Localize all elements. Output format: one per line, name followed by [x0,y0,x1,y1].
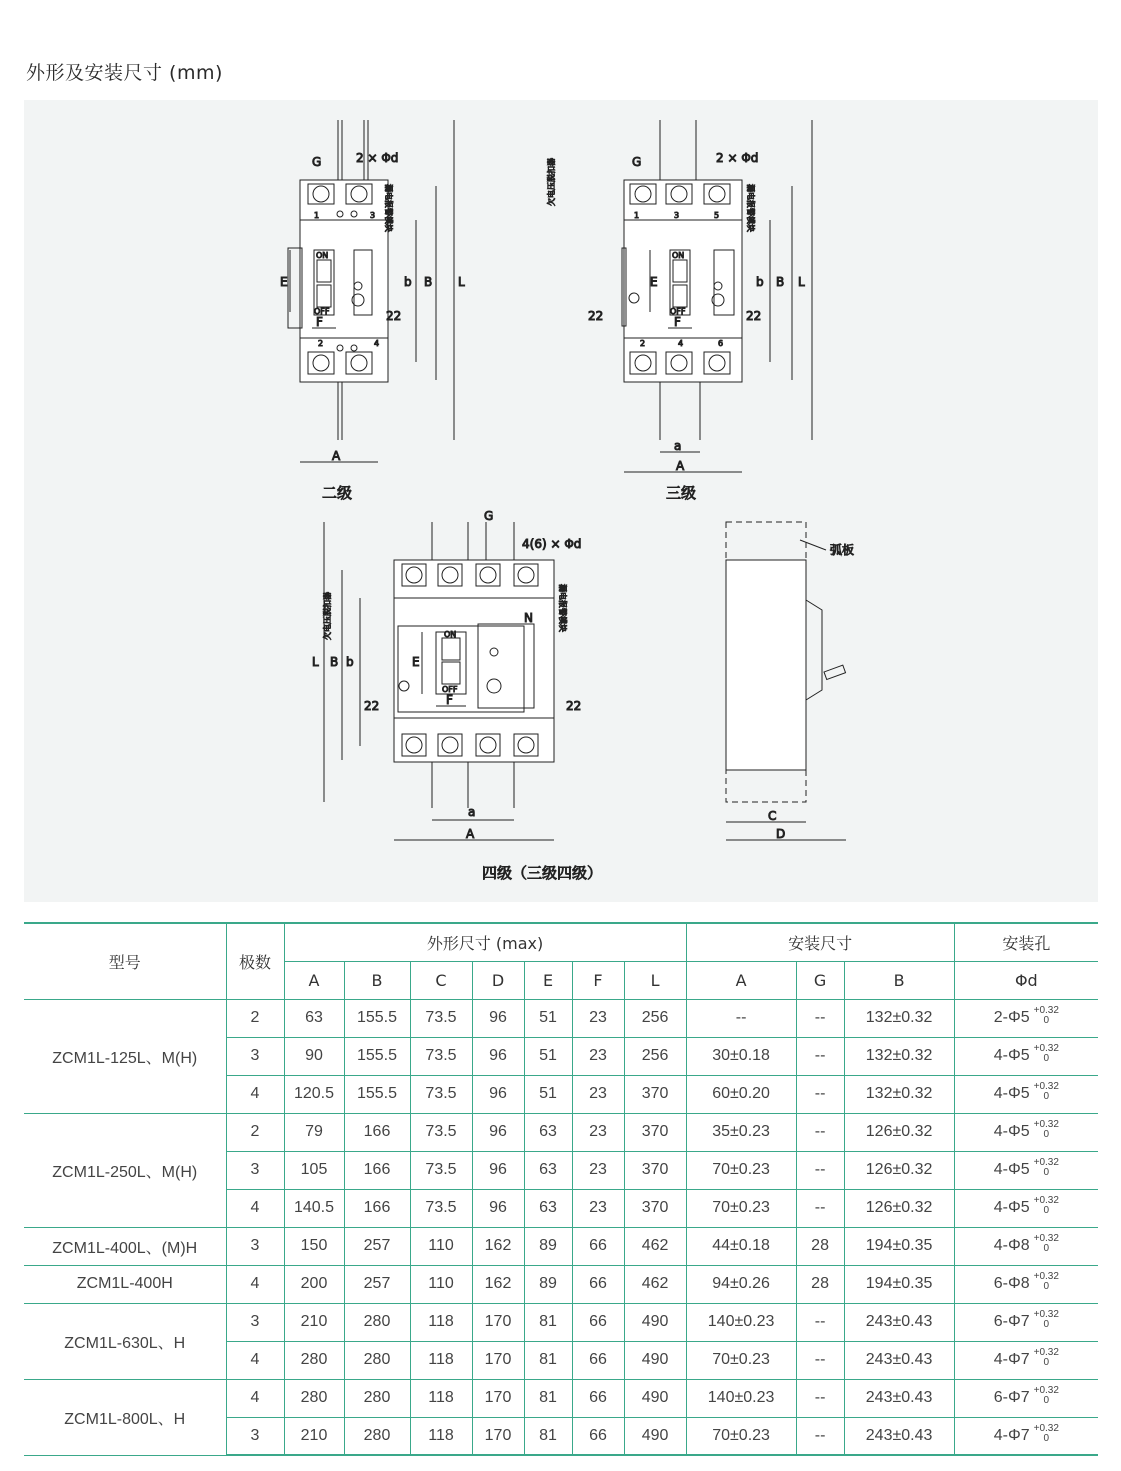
cell-E: 89 [524,1265,572,1303]
cell-L: 370 [624,1151,686,1189]
cell-A: 210 [284,1303,344,1341]
hole-value: 4-Φ5 [993,1161,1030,1179]
cell-G: -- [796,1075,844,1113]
cell-hole [954,999,1098,1037]
cell-C: 73.5 [410,1075,472,1113]
subheader-F: F [572,961,624,999]
tolerance-upper: +0.32 [1033,1233,1059,1244]
svg-text:漏电报警模块: 漏电报警模块 [558,584,567,632]
cell-B: 280 [344,1379,410,1417]
cell-F: 23 [572,1113,624,1151]
cell-C: 73.5 [410,1113,472,1151]
cell-hole [954,1265,1098,1303]
cell-mB: 126±0.32 [844,1189,954,1227]
cell-poles: 3 [226,1151,284,1189]
cell-D: 96 [472,1075,524,1113]
cell-F: 66 [572,1265,624,1303]
cell-L: 490 [624,1379,686,1417]
svg-text:a: a [674,439,682,453]
tolerance-lower: 0 [1043,1015,1050,1026]
cell-B: 155.5 [344,1075,410,1113]
cell-poles: 2 [226,999,284,1037]
hole-value: 4-Φ5 [993,1199,1030,1217]
svg-text:L: L [798,275,805,289]
svg-text:弧板: 弧板 [830,543,855,557]
svg-text:OFF: OFF [670,307,686,316]
svg-text:OFF: OFF [442,685,458,694]
cell-C: 110 [410,1227,472,1265]
cell-C: 118 [410,1417,472,1455]
table-row [24,1379,1098,1417]
cell-E: 81 [524,1379,572,1417]
cell-A: 90 [284,1037,344,1075]
cell-L: 462 [624,1265,686,1303]
svg-text:欠电压脱扣器: 欠电压脱扣器 [547,158,556,206]
hole-value: 4-Φ7 [993,1426,1030,1444]
svg-text:ON: ON [316,251,329,260]
subheader-mount-A: A [686,961,796,999]
cell-G: 28 [796,1227,844,1265]
cell-mB: 132±0.32 [844,1075,954,1113]
hole-tolerance [1034,1196,1059,1216]
cell-hole [954,1075,1098,1113]
svg-text:b: b [756,275,764,289]
cell-B: 280 [344,1417,410,1455]
cell-D: 96 [472,1189,524,1227]
svg-text:3: 3 [370,211,376,220]
svg-text:a: a [468,805,476,819]
hole-value: 6-Φ8 [993,1275,1030,1293]
model-cell: ZCM1L-630L、H [24,1303,226,1379]
cell-L: 256 [624,1037,686,1075]
tolerance-upper: +0.32 [1033,1157,1059,1168]
cell-poles: 4 [226,1379,284,1417]
tolerance-lower: 0 [1043,1319,1050,1330]
tolerance-upper: +0.32 [1033,1309,1059,1320]
hole-tolerance [1034,1044,1059,1064]
cell-C: 73.5 [410,1189,472,1227]
cell-F: 23 [572,999,624,1037]
hole-tolerance [1034,1120,1059,1140]
svg-text:2: 2 [318,339,324,348]
svg-text:F: F [316,315,323,329]
cell-mB: 243±0.43 [844,1341,954,1379]
cell-A: 210 [284,1417,344,1455]
cell-mA: 30±0.18 [686,1037,796,1075]
cell-A: 63 [284,999,344,1037]
svg-text:b: b [346,655,354,669]
cell-E: 81 [524,1303,572,1341]
tolerance-lower: 0 [1043,1129,1050,1140]
svg-text:E: E [280,275,288,289]
hole-tolerance [1034,1158,1059,1178]
cell-C: 73.5 [410,999,472,1037]
cell-E: 51 [524,999,572,1037]
cell-F: 66 [572,1341,624,1379]
table-row [24,1113,1098,1151]
cell-L: 462 [624,1227,686,1265]
cell-poles: 4 [226,1341,284,1379]
svg-text:2: 2 [640,339,646,348]
cell-F: 23 [572,1189,624,1227]
cell-E: 63 [524,1189,572,1227]
svg-text:6: 6 [718,339,724,348]
cell-L: 490 [624,1341,686,1379]
tolerance-lower: 0 [1043,1167,1050,1178]
cell-A: 105 [284,1151,344,1189]
tolerance-lower: 0 [1043,1357,1050,1368]
cell-E: 51 [524,1037,572,1075]
svg-text:3: 3 [674,211,680,220]
svg-text:22: 22 [588,309,604,323]
svg-text:5: 5 [714,211,720,220]
cell-mB: 132±0.32 [844,999,954,1037]
dimension-drawing-panel [24,100,1098,902]
cell-hole [954,1227,1098,1265]
cell-poles: 3 [226,1037,284,1075]
svg-text:2 × Φd: 2 × Φd [716,151,759,165]
svg-text:4: 4 [678,339,684,348]
subheader-mount-B: B [844,961,954,999]
tolerance-upper: +0.32 [1033,1081,1059,1092]
cell-G: -- [796,1417,844,1455]
subheader-L: L [624,961,686,999]
cell-B: 166 [344,1113,410,1151]
dimension-drawings [24,100,1098,902]
svg-text:22: 22 [566,699,582,713]
cell-D: 96 [472,1113,524,1151]
svg-text:OFF: OFF [314,307,330,316]
cell-L: 370 [624,1113,686,1151]
header-outline: 外形尺寸 (max) [284,923,686,961]
cell-B: 280 [344,1341,410,1379]
cell-G: -- [796,1189,844,1227]
cell-C: 118 [410,1341,472,1379]
table-row [24,1265,1098,1303]
cell-L: 490 [624,1303,686,1341]
cell-poles: 4 [226,1265,284,1303]
model-cell: ZCM1L-125L、M(H) [24,999,226,1113]
cell-F: 66 [572,1303,624,1341]
cell-mA: 35±0.23 [686,1113,796,1151]
svg-text:E: E [412,655,420,669]
tolerance-upper: +0.32 [1033,1195,1059,1206]
tolerance-upper: +0.32 [1033,1119,1059,1130]
cell-D: 170 [472,1341,524,1379]
svg-text:2 × Φd: 2 × Φd [356,151,399,165]
cell-L: 370 [624,1189,686,1227]
svg-text:22: 22 [746,309,762,323]
svg-text:欠电压脱扣器: 欠电压脱扣器 [323,592,332,640]
svg-text:G: G [484,509,494,523]
cell-hole [954,1379,1098,1417]
svg-text:ON: ON [444,630,457,639]
table-row [24,1303,1098,1341]
cell-C: 118 [410,1303,472,1341]
svg-text:ON: ON [672,251,685,260]
cell-C: 73.5 [410,1037,472,1075]
cell-G: 28 [796,1265,844,1303]
cell-poles: 4 [226,1189,284,1227]
three-pole-drawing [546,120,812,502]
svg-text:A: A [676,459,685,473]
tolerance-upper: +0.32 [1033,1347,1059,1358]
cell-mA: -- [686,999,796,1037]
cell-E: 51 [524,1075,572,1113]
svg-text:B: B [424,275,433,289]
cell-F: 66 [572,1417,624,1455]
cell-A: 120.5 [284,1075,344,1113]
cell-B: 155.5 [344,999,410,1037]
header-hole: 安装孔 [954,923,1098,961]
cell-poles: 2 [226,1113,284,1151]
cell-E: 81 [524,1417,572,1455]
svg-text:N: N [524,611,533,625]
cell-E: 89 [524,1227,572,1265]
cell-G: -- [796,1379,844,1417]
page-title: 外形及安装尺寸 (mm) [26,62,223,84]
svg-text:1: 1 [634,211,640,220]
spec-table [24,922,1098,1456]
model-cell: ZCM1L-400H [24,1265,226,1303]
subheader-B: B [344,961,410,999]
cell-D: 96 [472,1037,524,1075]
tolerance-lower: 0 [1043,1205,1050,1216]
cell-L: 490 [624,1417,686,1455]
tolerance-upper: +0.32 [1033,1043,1059,1054]
cell-E: 63 [524,1113,572,1151]
cell-E: 63 [524,1151,572,1189]
cell-hole [954,1037,1098,1075]
hole-value: 6-Φ7 [993,1313,1030,1331]
tolerance-lower: 0 [1043,1432,1050,1444]
svg-text:1: 1 [314,211,320,220]
svg-text:B: B [330,655,339,669]
hole-value: 4-Φ5 [993,1085,1030,1103]
cell-G: -- [796,999,844,1037]
cell-A: 280 [284,1341,344,1379]
svg-text:漏电报警模块: 漏电报警模块 [746,184,755,232]
hole-tolerance [1034,1234,1059,1254]
cell-D: 170 [472,1379,524,1417]
tolerance-lower: 0 [1043,1053,1050,1064]
svg-text:C: C [768,809,777,823]
svg-text:4: 4 [374,339,380,348]
cell-hole [954,1341,1098,1379]
cell-mB: 243±0.43 [844,1303,954,1341]
cell-A: 200 [284,1265,344,1303]
svg-text:A: A [466,827,475,841]
cell-G: -- [796,1113,844,1151]
three-pole-caption: 三级 [666,484,697,502]
cell-mB: 243±0.43 [844,1417,954,1455]
cell-D: 170 [472,1417,524,1455]
cell-B: 155.5 [344,1037,410,1075]
cell-mA: 70±0.23 [686,1417,796,1455]
cell-poles: 4 [226,1075,284,1113]
table-row [24,1227,1098,1265]
hole-value: 4-Φ5 [993,1047,1030,1065]
cell-E: 81 [524,1341,572,1379]
tolerance-upper: +0.32 [1033,1385,1059,1396]
svg-text:b: b [404,275,412,289]
subheader-D: D [472,961,524,999]
hole-tolerance [1034,1386,1059,1406]
svg-text:G: G [632,155,642,169]
two-pole-caption: 二级 [322,484,353,502]
svg-text:A: A [332,449,341,463]
tolerance-lower: 0 [1043,1395,1050,1406]
cell-mA: 140±0.23 [686,1303,796,1341]
cell-mA: 94±0.26 [686,1265,796,1303]
hole-tolerance [1034,1006,1059,1026]
hole-tolerance [1034,1348,1059,1368]
svg-text:F: F [674,315,681,329]
svg-text:G: G [312,155,322,169]
cell-G: -- [796,1303,844,1341]
cell-hole [954,1113,1098,1151]
side-view-drawing [726,522,854,841]
cell-poles: 3 [226,1417,284,1455]
cell-poles: 3 [226,1227,284,1265]
cell-F: 23 [572,1151,624,1189]
cell-mA: 70±0.23 [686,1341,796,1379]
cell-mB: 132±0.32 [844,1037,954,1075]
model-cell: ZCM1L-400L、(M)H [24,1227,226,1265]
header-model: 型号 [24,923,226,999]
cell-mA: 70±0.23 [686,1151,796,1189]
cell-mA: 44±0.18 [686,1227,796,1265]
cell-F: 66 [572,1379,624,1417]
tolerance-lower: 0 [1043,1243,1050,1254]
cell-hole [954,1189,1098,1227]
svg-text:E: E [650,275,658,289]
svg-text:B: B [776,275,785,289]
header-mounting: 安装尺寸 [686,923,954,961]
model-cell: ZCM1L-800L、H [24,1379,226,1455]
cell-G: -- [796,1341,844,1379]
cell-B: 280 [344,1303,410,1341]
cell-L: 370 [624,1075,686,1113]
svg-text:L: L [312,655,319,669]
cell-B: 166 [344,1151,410,1189]
cell-mB: 243±0.43 [844,1379,954,1417]
hole-value: 2-Φ5 [993,1009,1030,1027]
svg-text:4(6) × Φd: 4(6) × Φd [522,537,582,551]
tolerance-lower: 0 [1043,1091,1050,1102]
cell-hole [954,1151,1098,1189]
cell-G: -- [796,1151,844,1189]
subheader-mount-G: G [796,961,844,999]
hole-tolerance [1034,1082,1059,1102]
hole-value: 6-Φ7 [993,1389,1030,1407]
svg-text:22: 22 [386,309,402,323]
svg-text:L: L [458,275,465,289]
hole-value: 4-Φ5 [993,1123,1030,1141]
hole-tolerance [1034,1424,1059,1444]
cell-mB: 194±0.35 [844,1265,954,1303]
cell-F: 23 [572,1075,624,1113]
cell-mA: 140±0.23 [686,1379,796,1417]
cell-hole [954,1417,1098,1455]
four-pole-caption: 四级（三级四级） [482,864,603,882]
subheader-A: A [284,961,344,999]
tolerance-upper: +0.32 [1033,1422,1059,1434]
cell-F: 66 [572,1227,624,1265]
subheader-hole-d: Φd [954,961,1098,999]
svg-text:D: D [776,827,786,841]
cell-mA: 70±0.23 [686,1189,796,1227]
cell-C: 110 [410,1265,472,1303]
tolerance-upper: +0.32 [1033,1271,1059,1282]
tolerance-lower: 0 [1043,1281,1050,1292]
svg-text:F: F [446,693,453,707]
model-cell: ZCM1L-250L、M(H) [24,1113,226,1227]
hole-value: 4-Φ7 [993,1351,1030,1369]
cell-D: 162 [472,1227,524,1265]
cell-A: 150 [284,1227,344,1265]
hole-value: 4-Φ8 [993,1237,1030,1255]
header-poles: 极数 [226,923,284,999]
cell-B: 257 [344,1227,410,1265]
cell-A: 280 [284,1379,344,1417]
two-pole-drawing [280,120,465,502]
cell-mB: 126±0.32 [844,1151,954,1189]
tolerance-upper: +0.32 [1033,1005,1059,1016]
cell-B: 257 [344,1265,410,1303]
cell-mA: 60±0.20 [686,1075,796,1113]
cell-mB: 194±0.35 [844,1227,954,1265]
subheader-E: E [524,961,572,999]
cell-L: 256 [624,999,686,1037]
cell-C: 118 [410,1379,472,1417]
four-pole-drawing [312,509,602,882]
cell-A: 79 [284,1113,344,1151]
hole-tolerance [1034,1272,1059,1292]
cell-A: 140.5 [284,1189,344,1227]
cell-D: 96 [472,1151,524,1189]
svg-text:漏电报警模块: 漏电报警模块 [384,184,393,232]
cell-C: 73.5 [410,1151,472,1189]
svg-text:22: 22 [364,699,380,713]
cell-hole [954,1303,1098,1341]
cell-mB: 126±0.32 [844,1113,954,1151]
cell-D: 96 [472,999,524,1037]
cell-B: 166 [344,1189,410,1227]
cell-D: 162 [472,1265,524,1303]
subheader-C: C [410,961,472,999]
hole-tolerance [1034,1310,1059,1330]
cell-G: -- [796,1037,844,1075]
table-row [24,999,1098,1037]
cell-F: 23 [572,1037,624,1075]
cell-poles: 3 [226,1303,284,1341]
cell-D: 170 [472,1303,524,1341]
